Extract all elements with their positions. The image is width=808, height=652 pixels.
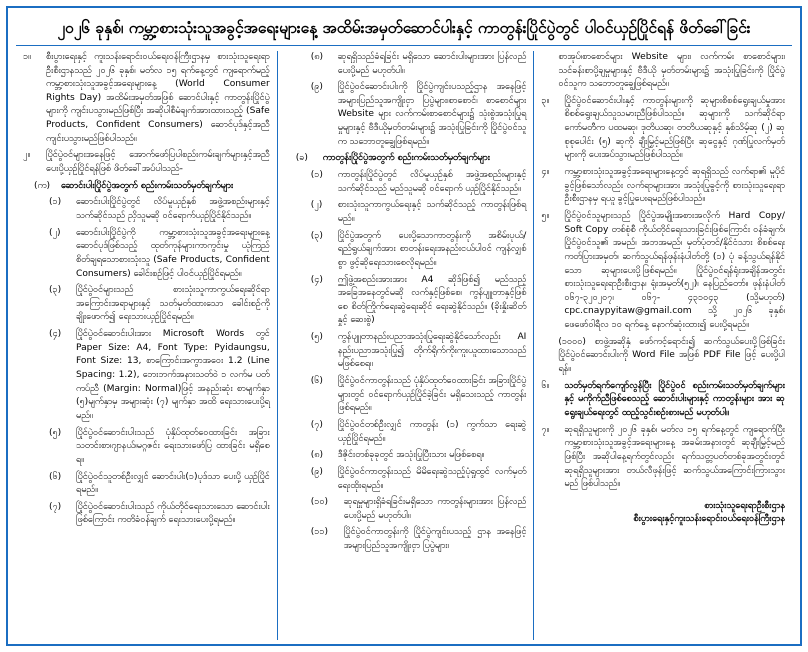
paragraph-marker: ၇။ bbox=[541, 424, 550, 435]
title-divider bbox=[16, 45, 792, 46]
paragraph bbox=[296, 152, 527, 166]
paragraph-marker: ၃။ bbox=[541, 95, 550, 106]
paragraph bbox=[49, 196, 270, 223]
paragraph bbox=[541, 95, 785, 163]
paragraph-marker: (က) bbox=[34, 180, 50, 191]
paragraph-marker: (၄) bbox=[310, 274, 323, 285]
paragraph-marker: (၁) bbox=[49, 197, 62, 208]
paragraph bbox=[541, 424, 785, 492]
paragraph-marker: (၅) bbox=[49, 427, 62, 438]
paragraph bbox=[311, 466, 527, 493]
paragraph-marker: (၉) bbox=[310, 82, 323, 93]
paragraph bbox=[541, 166, 785, 207]
paragraph-marker: (၁၀) bbox=[310, 497, 329, 508]
paragraph bbox=[311, 526, 527, 553]
paragraph bbox=[49, 284, 270, 325]
paragraph-marker: ၆။ bbox=[541, 380, 550, 391]
paragraph-text: ကမ္ဘာ့စားသုံးသူအခွင့်အရေးများနေ့တွင် ဆုရရှိသည် လက်ရာ၏ မူပိုင်ခွင့်ဖြစ်သော်လည်း လက်ရာများအား အသုံးပြုခွင့်ကို စားသုံးသူရေးရာဦးစီးဌာနမှ ရယူ ခွင့်ပြုပေးရမည်ဖြစ်ပါသည်။ bbox=[564, 167, 785, 205]
paragraph-marker: (၃) bbox=[49, 285, 62, 296]
paragraph-marker: (၉) bbox=[310, 466, 323, 477]
paragraph-text: ဆောင်းပါးပြိုင်ပွဲကို ကမ္ဘာ့စားသုံးသူအခွင့်အရေးများနေ့ ဆောင်ပုဒ်ဖြစ်သည့် ထုတ်ကုန်များကာကွင်းမှု ယုံကြည်စိတ်ချရသောစားသုံးသူ (Safe Products, Confident Consumers) ခေါင်းစဉ်ဖြင့် ပါဝင်ယှဉ်ပြိုင်ရမည်။ bbox=[76, 227, 270, 279]
paragraph-marker: (၅) bbox=[310, 332, 323, 343]
paragraph-marker: (၇) bbox=[49, 501, 62, 512]
paragraph-text: ပြိုင်ပွဲဝင်ဆောင်းပါးနှင့် ကာတွန်းများကို ဆုများစိစစ်ရွေးချယ်မှုအား စိစစ်ရွေးချယ်သူသမားညီဖြစ်ပါသည်။ ဆုများကို သက်ဆိုင်ရာကော်မတီက ပထမဆု၊ ဒုတိယဆု၊ တတိယဆုနှင့် နှစ်သိမ့်ဆု (၂) ဆု စုစုပေါင်း (၅) ဆုကို ချီးမြှင့်မည်ဖြစ်ပြီး ဆုငွေနှင့် ဂုဏ်ပြုလက်မှတ်များကို ပေးအပ်သွားမည်ဖြစ်ပါသည်။ bbox=[564, 95, 785, 161]
paragraph bbox=[311, 81, 527, 149]
section-heading: ဆောင်းပါးပြိုင်ပွဲအတွက် စည်းကမ်းသတ်မှတ်ချက်များ bbox=[61, 180, 234, 191]
paragraph bbox=[49, 227, 270, 282]
paragraph-text: ပြိုင်ပွဲဝင်ဆောင်းပါးအား Microsoft Words တွင် Paper Size: A4, Font Type: Pyidaungsu, Font Size: 13, စာကြောင်းအကွာအဝေး 1.2 (Line Spacing: 1.2), ဘေးဘက်အနားသတ်ဝဲ ၁ လက်မ ပတ်ကပ်ညီ (Margin: Normal)ဖြင့် အနည်းဆုံး စာမျက်နှာ (၅)မျက်နှာမှ အများဆုံး (၇) မျက်နှာ အထိ ရေးသားပေးပို့ရမည်။ bbox=[76, 329, 270, 421]
paragraph bbox=[23, 149, 270, 176]
paragraph-marker: (၃) bbox=[310, 230, 323, 241]
paragraph-text: ပြိုင်ပွဲဝင်များအနေဖြင့် အောက်ဖော်ပြပါစည်းကမ်းချက်များနှင့်အညီ ပေးပို့ယှဉ်ပြိုင်ရန်ဖြစ် ဖိတ်ခေါ်အပ်ပါသည်- bbox=[46, 150, 270, 175]
paragraph-text: ဆောင်းပါးပြိုင်ပွဲတွင် လိပ်မူယှဉ်နှစ် အဖွဲ့အစည်းများနှင့် သက်ဆိုင်သည် ညှိသူမဆို ဝင်ရောက်ယှဉ်ပြိုင်နိုင်သည်။ bbox=[76, 197, 270, 221]
paragraph-text: ပြိုင်ပွဲဝင်တစ်ဦးလျှင် ကာတွန်း (၁) ကွက်သာ ရေးဆွဲယှဉ်ပြိုင်ရမည်။ bbox=[337, 419, 527, 444]
paragraph bbox=[311, 230, 527, 271]
paragraph-text: ပြိုင်ပွဲဝင်သူတစ်ဦးလျှင် ဆောင်းပါး(၁)ပုဒ်သာ ပေးပို့ ယှဉ်ပြိုင်ရမည်။ bbox=[76, 471, 270, 496]
paragraph bbox=[311, 199, 527, 226]
paragraph-text: ဤဖွဲ့အစည်းအားအား A4 ဆိုဒ်ဖြစ်၍ မည်သည့် အခြေအနေတွင်မဆို လက်နှင့်ဖြစ်စေ၊ ကွန်ပျူတာနှင့်ဖြစ်စေ စိတ်ကြိုက်ရေးဆွဲရေးဆိုင် ရေးဆွဲနိုင်သည်။ (ခိုးနှိုးဆိတ်နှုင့် ဆေးစွဲ) bbox=[337, 274, 527, 326]
column-middle bbox=[277, 51, 535, 640]
paragraph bbox=[311, 51, 527, 78]
paragraph bbox=[34, 180, 270, 194]
paragraph-marker: (၈) bbox=[310, 51, 324, 62]
page-title: ၂၀၂၆ ခုနှစ်၊ ကမ္ဘာ့စားသုံးသူအခွင့်အရေးများနေ့ အထိမ်းအမှတ်ဆောင်ပါးနှင့် ကာတွန်းပြိုင်ပွဲတွင် ပါဝင်ယှဉ်ပြိုင်ရန် ဖိတ်ခေါ်ခြင်း bbox=[57, 19, 751, 37]
paragraph-marker: (၂) bbox=[310, 200, 323, 211]
paragraph-text: ကာတွန်းပြိုင်ပွဲတွင် လိပ်မူယှဉ်နှစ် အဖွဲ့အစည်းများနှင့်သက်ဆိုင်သည် မည်သူမဆို ဝင်ရောက် ယှဉ်ပြိုင်နိုင်သည်။ bbox=[337, 170, 527, 194]
paragraph-marker: (၆) bbox=[310, 376, 323, 387]
paragraph-text: ဆုရမှုများရှိခံရခြင်းမရှိသော ကာတွန်းများအား ပြန်လည်ပေးပို့မည် မဟုတ်ပါ။ bbox=[343, 497, 527, 521]
paragraph-text: စာအုပ်၊စာစောင်များ Website များ၊ လက်ကမ်း စာစောင်များ၊ သင်ခန်းစာပို့ချမှုများနှင့် ဗီဒီယို မှတ်တမ်းများ၌ အသုံးပြုခြင်းကို ပြိုင်ပွဲဝင်သူက သဘောတူချွေဖြစ်ရမည်။ bbox=[558, 51, 785, 90]
paragraph-marker: ၂။ bbox=[23, 150, 31, 161]
paragraph-text: ပြိုင်ပွဲဝင်ဆောင်းပါးကို ပြိုင်ပွဲကျင်းပသည့်ဌာန အနေဖြင့် အများပြည်သူအကျိုးငှာ ပြပွဲများ၊စာစောင်၊ စာစောင်များ Website များ လက်ကမ်းစာစောင်များ၌ သုံးစွဲအသုံးပြုရမှုများနှင့် ဗီဒီယိုမှတ်တမ်းများ၌ အသုံးပြုခြင်းကို ပြိုင်ပွဲဝင်သူက သဘောတူချွေဖြစ်ရမည်။ bbox=[337, 82, 527, 147]
paragraph-text: ပြိုင်ပွဲအတွက် ပေးပို့သောကာတွန်းကို အစိမ်းပုယ်/ ရည်ရွယ်ချက်အား စာတန်းရေးအနည်းငယ်ပါဝင် ကျန်လျှစ်စွာ ဖွင့်ဆိုရေးသားစေလိုရမည်။ bbox=[337, 230, 527, 268]
signature-block bbox=[541, 500, 785, 527]
paragraph-text: သတ်မှတ်ရက်ကျော်လွန်ပြီး ပြိုင်ပွဲဝင် စည်းကမ်းသတ်မှတ်ချက်များနှင့် မကိုက်ညီဖြစ်စေသည့် ဆောင်းပါးများနှင့် ကာတွန်းများ အား ဆုရွေးချယ်ရေးတွင် ထည့်သွင်းစဉ်းစားမည် မဟုတ်ပါ။ bbox=[564, 380, 785, 418]
paragraph-text: စီးပွားရေးနှင့် ကူးသန်းရောင်းဝယ်ရေးဝန်ကြီးဌာနမှ စားသုံးသူရေးရာဦးစီးဌာနသည် ၂၀၂၆ ခုနှစ်၊ မတ်လ ၁၅ ရက်နေ့တွင် ကျရောက်မည့် ကမ္ဘာ့စားသုံးသူအခွင့်အရေးများနေ့ (World Consumer Rights Day) အထိမ်းအမှတ်အဖြစ် ဆောင်ပါးနှင့် ကာတွန်းပြိုင်ပွဲများကို ကျင်းပသွားမည်ဖြစ်ပြီး အဆိုပါစီမံချက်အားထားသည့် (Safe Products, Confident Consumers) ဆောင်ပုဒ်နှင့်အညီ ကျင်းပသွားမည်ဖြစ်ပါသည်။ bbox=[46, 51, 270, 144]
paragraph-text: ကွန်ပျူတာနည်းပညာအသုံးပြုရေးဆွဲနိုင်သော်လည်း AI နည်းပညာအသုံးပြု၍ တိုက်ရိုက်ကိုးကူးယူထားသောသည် မဖြစ်စေရ။ bbox=[337, 332, 527, 370]
paragraph bbox=[49, 501, 270, 528]
paragraph bbox=[311, 169, 527, 196]
paragraph-text: ပြိုင်ပွဲဝင်ကာတွန်းသည် ပုံနှိပ်ထုတ်ဝေထားခြင်း အခြားပြိုင်ပွဲများတွင် ဝင်ရောက်ယှဉ်ပြိုင်ခဲ့ခြင်း မရှိသေးသည့် ကာတွန်းဖြစ်ရမည်။ bbox=[337, 376, 527, 414]
paragraph bbox=[311, 375, 527, 416]
paragraph-text: ပြိုင်ပွဲဝင်ဆောင်းပါးသည် ပုံနှိပ်ထုတ်ဝေထားခြင်း အခြားသတင်းစာ၊ဂျာနယ်၊မဂ္ဂဇင်း ရေးသားဖော်ပြ ထားခြင်း မရှိစေရ။ bbox=[76, 427, 270, 465]
paragraph bbox=[49, 328, 270, 423]
notice-frame bbox=[6, 6, 802, 646]
paragraph-marker: ၁။ bbox=[23, 51, 31, 62]
paragraph bbox=[311, 449, 527, 463]
paragraph-text: (၁၀၀၀) စာဖွဲ့အဆိုနှံ ဖော်ကင့်ရောင်း၍ ဆက်သွယ်ပေးပို့ဖြစ်ခြင်း ပြိုင်ပွဲဝင်ဆောင်းပါးကို Word File အဖြစ် PDF File ဖြင့် ပေးပို့ပါရန်။ bbox=[558, 336, 785, 375]
paragraph-marker: (၆) bbox=[49, 471, 62, 482]
paragraph bbox=[311, 496, 527, 523]
paragraph bbox=[49, 427, 270, 468]
paragraph-text: ဆုရရှိသူများကို ၂၀၂၆ ခုနှစ်၊ မတ်လ ၁၅ ရက်နေ့တွင် ကျရောက်ပြီး ကမ္ဘာ့စားသုံးသူအခွင့်အရေးများနေ့ အခမ်းအနားတွင် ဆုချီးမြှင့်မည်ဖြစ်ပြီး အဆိုပါနေ့ရက်တွင်လည်း ရက်သတ္တပတ်တစ်ခုအတွင်းတွင် ဆုရရှိသူများအား တယ်လီဖုန်းဖြင့် ဆက်သွယ်အကြောင်းကြားသွားမည် ဖြစ်ပါသည်။ bbox=[564, 424, 785, 490]
paragraph-marker: ၄။ bbox=[541, 167, 550, 178]
section-heading: ကာတွန်းပြိုင်ပွဲအတွက် စည်းကမ်းသတ်မှတ်ချက်များ bbox=[322, 153, 490, 164]
paragraph-text: ဒီဇိုင်းတစ်ခုခုတွင် အသုံးပြုပြီးသား မဖြစ်စေရ။ bbox=[337, 450, 485, 461]
paragraph bbox=[311, 274, 527, 329]
signature-department: စားသုံးသူရေးရာဦးစီးဌာန bbox=[704, 500, 785, 511]
paragraph-marker: (၁၁) bbox=[310, 527, 329, 538]
paragraph bbox=[23, 51, 270, 146]
paragraph-marker: (၇) bbox=[310, 419, 323, 430]
paragraph-marker: (ခ) bbox=[295, 153, 308, 164]
paragraph bbox=[541, 210, 785, 333]
paragraph-text: ပြိုင်ပွဲဝင်ဆောင်းပါးသည် ကိုယ်တိုင်ရေးသားသော ဆောင်းပါးဖြစ်ကြောင်း ကတိခံဝန်ချက် ရေးသားပေးပို့ရမည်။ bbox=[76, 501, 270, 526]
paragraph bbox=[311, 419, 527, 446]
paragraph-text: စားသုံးသူကာကွယ်ရေးနှင့် သက်ဆိုင်သည့် ကာတွန်းဖြစ်ရမည်။ bbox=[337, 200, 527, 224]
paragraph bbox=[541, 380, 785, 421]
paragraph-marker: (၁) bbox=[310, 170, 323, 181]
column-left bbox=[16, 51, 277, 640]
signature-ministry: စီးပွားရေးနှင့်ကူးသန်းရောင်းဝယ်ရေးဝန်ကြီးဌာန bbox=[633, 514, 785, 525]
paragraph bbox=[541, 336, 785, 377]
paragraph bbox=[311, 331, 527, 372]
paragraph bbox=[541, 51, 785, 92]
paragraph-marker: (၄) bbox=[49, 329, 62, 340]
paragraph-text: ပြိုင်ပွဲဝင်ကာတွန်းကို ပြိုင်ပွဲကျင်းပသည့် ဌာန အနေဖြင့် အများပြည်သူအကျိုးငှာ ပြပွဲများ၊ bbox=[343, 527, 527, 552]
paragraph-text: ပြိုင်ပွဲဝင်များသည် စားသုံးသူကာကွယ်ရေးဆိုင်ရာ အကြောင်းအရာများနှင့် သတ်မှတ်ထားသော ခေါင်းစဉ်ကို ချိုးဖောက်၍ ရေးသားယှဉ်ပြိုင်ရမည်။ bbox=[76, 285, 270, 323]
paragraph-marker: (၂) bbox=[49, 227, 61, 238]
paragraph-marker: ၅။ bbox=[541, 210, 550, 221]
paragraph-text: ပြိုင်ပွဲဝင်ကာတွန်းသည် မိမိရေးဆွဲသည့်ပုံရှုထွင် လက်မှတ်ရေးထိုးရမည်။ bbox=[337, 466, 527, 491]
paragraph-text: ပြိုင်ပွဲဝင်သူများသည် ပြိုင်ပွဲအမျိုးအစားအလိုက် Hard Copy/ Soft Copy တစ်စုံစီ ကိုယ်တိုင်ရေးသားခြင်းဖြစ်ကြောင်း ဝန်ခံချက်၊ ပြိုင်ပွဲဝင်သူ၏ အမည်၊ အဘအမည်၊ မှတ်ပုံတင်/နိုင်ငံသား စိစစ်ရေးကတ်ပြားအမှတ်၊ ဆက်သွယ်ရန်ဖုန်းနံပါတ်တို့ (၁) ပုံ ခန့်သွယ်ရန်နိုင်သော ဆုများပေးပို့ဖြစ်ရမည်။ ပြိုင်ပွဲဝင်ရန်ရုံးအချိန်အတွင်း စားသုံးသူရေးရာဦးစီးဌာန၊ ရုံးအမှတ်(၅၂)၊ နေပြည်တော်။ ဖုန်းနံပါတ် ၀၆၇-၃၂၀၂၀၇၊ ၀၆၇- ၄၃၁၀၄၃ (သို့မဟုတ်) cpc.cnaypyitaw@gmail.com သို့ ၂၀၂၆ ခုနှစ်၊ ဖေဖော်ဝါရီလ ၁၀ ရက်နေ့ နောက်ဆုံးထား၍ ပေးပို့ရမည်။ bbox=[564, 210, 785, 331]
paragraph-text: ဆုရရှိသည်ခံရခြင်း မရှိသော ဆောင်းပါးများအား ပြန်လည်ပေးပို့မည် မဟုတ်ပါ။ bbox=[337, 51, 527, 76]
column-right bbox=[534, 51, 792, 640]
paragraph bbox=[49, 471, 270, 498]
content-columns bbox=[16, 51, 792, 640]
paragraph-marker: (၈) bbox=[310, 450, 324, 461]
